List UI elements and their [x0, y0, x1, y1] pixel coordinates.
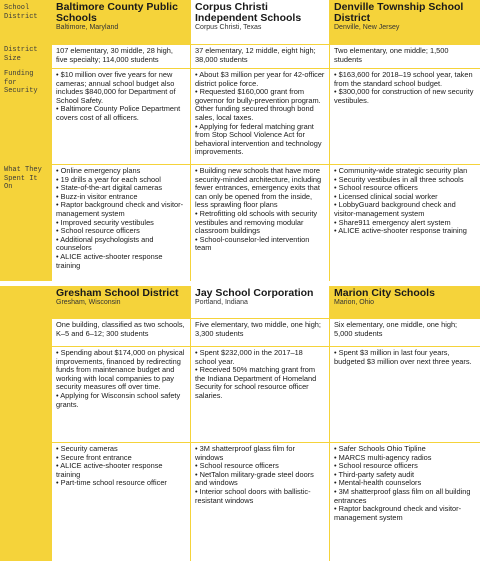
spent-item: • 19 drills a year for each school — [56, 174, 161, 184]
funding-cell — [330, 347, 480, 442]
funding-cell — [191, 347, 329, 442]
spent-item: • Retrofitting old schools with security vestibules and removing modular classroom buildings — [195, 208, 318, 236]
district-location: Denville, New Jersey — [334, 24, 400, 31]
district-column-gresham — [52, 286, 190, 561]
spent-item: • School resource officers — [56, 226, 140, 236]
spent-item: • Improved security vestibules — [56, 217, 154, 227]
spent-cell — [330, 165, 480, 281]
funding-item: • Spending about $174,000 on physical improvements, financed by redirecting funds from maintenance budget and working with local companies to pay security measures off over time. — [56, 348, 185, 392]
spent-item: • ALICE active-shooter response training — [56, 461, 163, 479]
funding-item: • $163,600 for 2018–19 school year, taken from the standard school budget. — [334, 70, 473, 88]
spent-item: • School resource officers — [195, 461, 279, 471]
spent-item: • Community-wide strategic security plan — [334, 166, 468, 175]
spent-item: • Mental-health counselors — [334, 478, 422, 488]
spent-item: • Raptor background check and visitor-management system — [334, 504, 462, 522]
spent-cell — [52, 165, 190, 281]
district-location: Gresham, Wisconsin — [56, 299, 121, 306]
funding-item: • $10 million over five years for new cameras; annual school budget also includes $840,000 for Department of School Safety. — [56, 70, 176, 105]
district-size-cell: 37 elementary, 12 middle, eight high; 38,000 students — [191, 45, 329, 68]
district-name: Gresham School District — [56, 287, 179, 299]
funding-item: • Baltimore County Police Department covers cost of all officers. — [56, 104, 181, 122]
bottom-band — [0, 286, 480, 561]
spent-item: • Interior school doors with ballistic-resistant windows — [195, 486, 311, 505]
funding-item: • $300,000 for construction of new security vestibules. — [334, 87, 474, 105]
spent-cell — [191, 165, 329, 281]
spent-cell — [52, 443, 190, 561]
district-column-jay — [191, 286, 329, 561]
district-column-corpus-christi — [191, 0, 329, 281]
funding-item: • Applying for federal matching grant from Stop School Violence Act for behavioral intervention and technology improvements. — [195, 121, 322, 157]
spent-item: • ALICE active-shooter response training — [56, 251, 163, 270]
spent-item: • NetTalon military-grade steel doors and windows — [195, 469, 314, 488]
spent-item: • School-counselor-led intervention team — [195, 234, 310, 253]
spent-item: • 3M shatterproof glass film for windows — [195, 444, 295, 462]
district-header — [191, 286, 329, 318]
spent-item: • State-of-the-art digital cameras — [56, 183, 163, 193]
spent-item: • Part-time school resource officer — [56, 478, 167, 488]
district-column-baltimore — [52, 0, 190, 281]
funding-item: • Requested $160,000 grant from governor for bully-prevention program. Other funding secured through bond sales, local taxes. — [195, 87, 321, 122]
row-label-school-district: School District — [4, 4, 38, 21]
spent-item: • ALICE active-shooter response training — [334, 226, 467, 236]
district-location: Portland, Indiana — [195, 299, 248, 306]
district-size-cell: Five elementary, two middle, one high; 3,300 students — [191, 319, 329, 346]
district-header — [191, 0, 329, 44]
district-size-cell: Six elementary, one middle, one high; 5,000 students — [330, 319, 480, 346]
spent-item: • Building new schools that have more security-minded architecture, including fewer entrances, emergency exits that can only be opened from the inside, less sprawling floor plans — [195, 166, 322, 210]
spent-item: • Third-party safety audit — [334, 469, 415, 479]
district-name: Baltimore County Public Schools — [56, 1, 178, 24]
district-header — [52, 0, 190, 44]
district-size-cell: Two elementary, one middle; 1,500 students — [330, 45, 480, 68]
spent-item: • Secure front entrance — [56, 452, 132, 462]
district-name: Marion City Schools — [334, 287, 435, 299]
district-header — [330, 0, 480, 44]
funding-cell — [52, 347, 190, 442]
funding-cell — [330, 69, 480, 164]
spent-item: • Online emergency plans — [56, 166, 141, 175]
spent-item: • Safer Schools Ohio Tipline — [334, 444, 426, 453]
district-location: Marion, Ohio — [334, 299, 375, 306]
spent-cell — [191, 443, 329, 561]
district-column-denville — [330, 0, 480, 281]
district-header — [52, 286, 190, 318]
spent-item: • Security cameras — [56, 444, 118, 453]
row-label-district-size: District Size — [4, 46, 38, 63]
spent-item: • 3M shatterproof glass film on all building entrances — [334, 486, 471, 505]
spent-item: • School resource officers — [334, 461, 418, 471]
spent-item: • Security vestibules in all three schools — [334, 174, 464, 184]
funding-cell — [52, 69, 190, 164]
district-size-cell: One building, classified as two schools, K–5 and 6–12; 300 students — [52, 319, 190, 346]
funding-item: • Spent $3 million in last four years, budgeted $3 million over next three years. — [334, 348, 472, 366]
funding-cell — [191, 69, 329, 164]
spent-item: • Raptor background check and visitor-management system — [56, 200, 184, 218]
district-size-cell: 107 elementary, 30 middle, 28 high, five specialty; 114,000 students — [52, 45, 190, 68]
district-name: Jay School Corporation — [195, 287, 314, 299]
spent-item: • School resource officers — [334, 183, 418, 193]
district-name: Denville Township School District — [334, 1, 464, 24]
funding-item: • Spent $232,000 in the 2017–18 school year. — [195, 348, 303, 366]
district-location: Baltimore, Maryland — [56, 24, 119, 31]
district-location: Corpus Christi, Texas — [195, 24, 262, 31]
spent-item: • Buzz-in visitor entrance — [56, 191, 138, 201]
spent-cell — [330, 443, 480, 561]
district-header — [330, 286, 480, 318]
spent-item: • MARCS multi-agency radios — [334, 452, 432, 462]
funding-item: • Applying for Wisconsin school safety grants. — [56, 390, 181, 409]
district-column-marion — [330, 286, 480, 561]
row-label-spent: What They Spent It On — [4, 166, 42, 191]
spent-item: • Additional psychologists and counselors — [56, 234, 154, 253]
spent-item: • Share911 emergency alert system — [334, 217, 451, 227]
spent-item: • LobbyGuard background check and visitor-management system — [334, 200, 456, 218]
funding-item: • Received 50% matching grant from the Indiana Department of Homeland Security for school resource officer salaries. — [195, 365, 317, 400]
row-label-funding: Funding for Security — [4, 70, 38, 95]
spent-item: • Licensed clinical social worker — [334, 191, 438, 201]
district-name: Corpus Christi Independent Schools — [195, 1, 302, 24]
funding-item: • About $3 million per year for 42-officer district police force. — [195, 70, 325, 88]
